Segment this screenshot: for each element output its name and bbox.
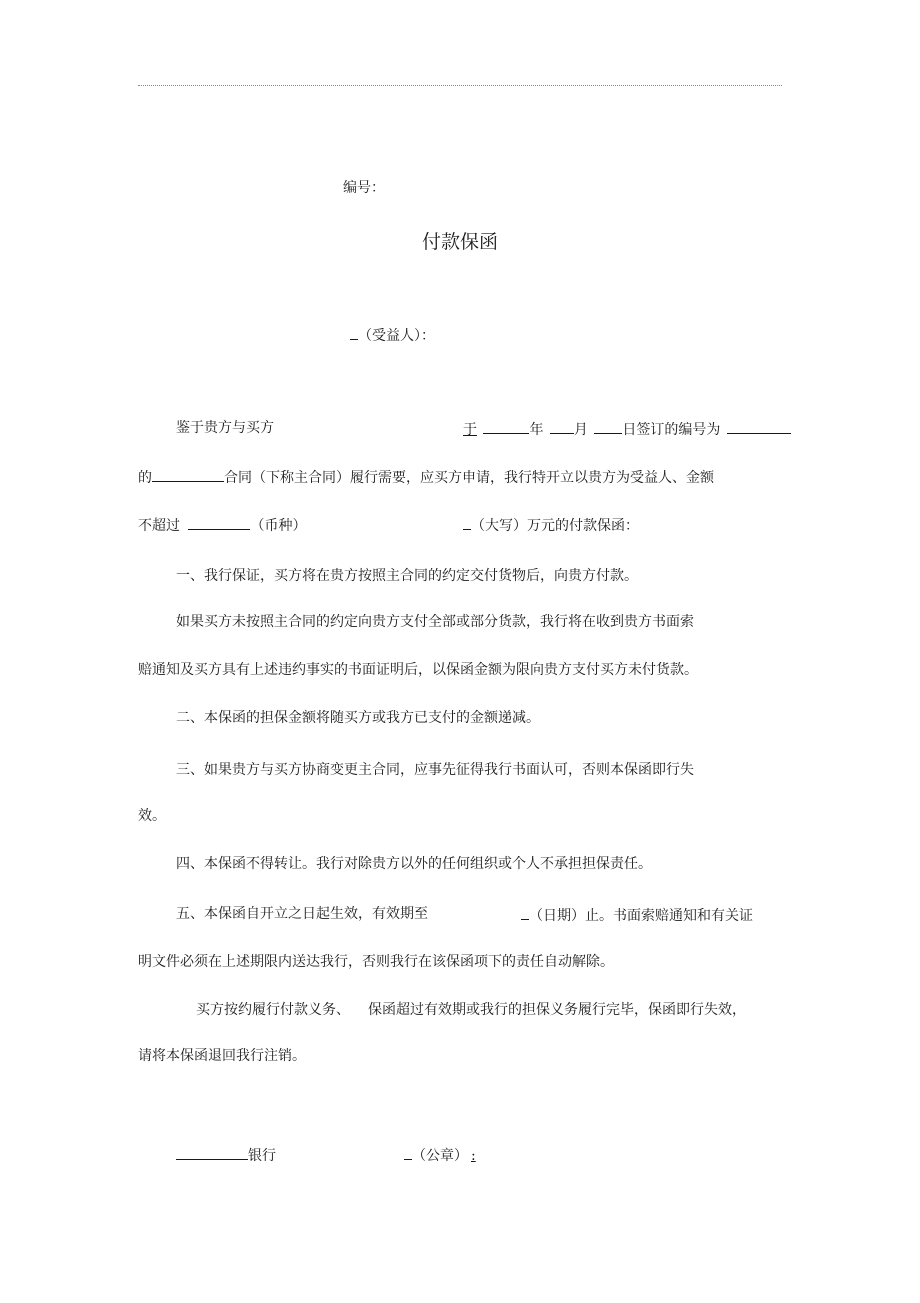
beneficiary-label: （受益人）： [358,328,435,344]
signature-seal [404,1144,476,1166]
p3-amount-words [463,514,639,536]
p1-date-line [463,418,791,440]
validity-date-label: （日期）止。书面索赔通知和有关证 [529,908,753,924]
closing-line-2: 请将本保函退回我行注销。 [138,1048,306,1064]
p3-line [138,514,306,536]
amount-blank [188,514,250,530]
p1-yu: 于 [463,422,477,438]
bank-name-blank [176,1144,248,1160]
closing-line-1b: 保函超过有效期或我行的担保义务履行完毕，保函即行失效， [368,1002,746,1018]
clause-3-line-2: 效。 [138,808,166,824]
p3-notexceed: 不超过 [138,518,180,534]
day-blank [594,418,622,434]
header-dotted-rule [138,85,782,86]
clause-1-body-2: 赔通知及买方具有上述违约事实的书面证明后，以保函金额为限向贵方支付买方未付货款。 [138,662,698,678]
day-signed-label: 日签订的编号为 [622,422,721,438]
contract-number-blank [727,418,791,434]
clause-1-body-1: 如果买方未按照主合同的约定向贵方支付全部或部分货款，我行将在收到贵方书面索 [176,614,694,630]
clause-3-line-1: 三、如果贵方与买方协商变更主合同，应事先征得我行书面认可，否则本保函即行失 [176,762,694,778]
p1-intro: 鉴于贵方与买方 [176,420,274,436]
contract-name-blank [152,466,224,482]
month-blank [550,418,574,434]
p2-line [138,466,714,488]
currency-label: （币种） [250,518,307,534]
p2-de: 的 [138,470,152,486]
amount-words-blank [463,514,471,530]
validity-date-blank [521,904,529,920]
beneficiary-line [350,324,435,346]
year-blank [483,418,529,434]
bank-label: 银行 [248,1148,276,1164]
p2-text: 合同（下称主合同）履行需要，应买方申请，我行特开立以贵方为受益人、金额 [224,470,714,486]
beneficiary-blank [350,324,358,340]
document-title: 付款保函 [421,231,498,253]
seal-blank [404,1144,412,1160]
closing-line-1a: 买方按约履行付款义务、 [196,1002,350,1018]
clause-2: 二、本保函的担保金额将随买方或我方已支付的金额递减。 [176,710,540,726]
clause-5-line-2: 明文件必须在上述期限内送达我行，否则我行在该保函项下的责任自动解除。 [138,954,614,970]
seal-colon: : [471,1148,476,1164]
document-number-label: 编号： [343,180,385,196]
clause-5-line-1a: 五、本保函自开立之日起生效，有效期至 [176,906,428,922]
signature-bank [176,1144,276,1166]
seal-label: （公章） [412,1148,468,1164]
clause-4: 四、本保函不得转让。我行对除贵方以外的任何组织或个人不承担担保责任。 [176,856,652,872]
clause-1: 一、我行保证，买方将在贵方按照主合同的约定交付货物后，向贵方付款。 [176,568,638,584]
amount-words-label: （大写）万元的付款保函： [471,518,639,534]
clause-5-line-1b [521,904,753,926]
year-label: 年 [529,422,544,438]
month-label: 月 [573,422,588,438]
